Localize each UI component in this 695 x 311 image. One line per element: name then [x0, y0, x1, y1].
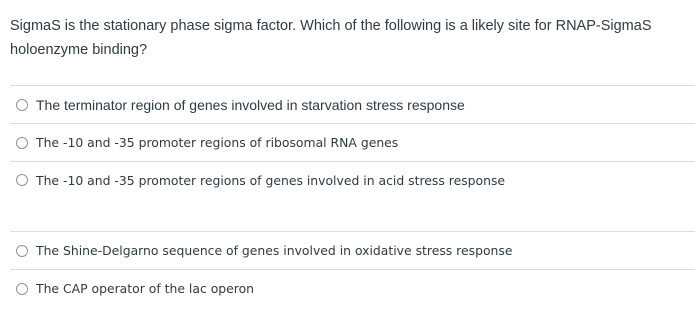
- answer-option-2[interactable]: [10, 123, 695, 161]
- answer-label: The CAP operator of the lac operon: [36, 281, 255, 296]
- answer-label: The -10 and -35 promoter regions of genes involved in acid stress response: [36, 172, 506, 188]
- radio-button[interactable]: [16, 174, 28, 186]
- radio-button[interactable]: [16, 137, 28, 149]
- radio-button[interactable]: [16, 245, 28, 257]
- radio-button[interactable]: [16, 283, 28, 295]
- answer-label: The -10 and -35 promoter regions of ribosomal RNA genes: [36, 135, 399, 150]
- answer-label: The terminator region of genes involved in starvation stress response: [36, 96, 465, 113]
- answer-option-3[interactable]: [10, 161, 695, 198]
- question-text: SigmaS is the stationary phase sigma factor. Which of the following is a likely site for RNAP-SigmaS holoenzyme binding?: [10, 18, 652, 58]
- answer-option-5[interactable]: [10, 269, 695, 307]
- answer-label: The Shine-Delgarno sequence of genes involved in oxidative stress response: [36, 243, 513, 258]
- answer-option-4[interactable]: [10, 231, 695, 269]
- radio-button[interactable]: [16, 99, 28, 111]
- answer-option-1[interactable]: [10, 85, 695, 123]
